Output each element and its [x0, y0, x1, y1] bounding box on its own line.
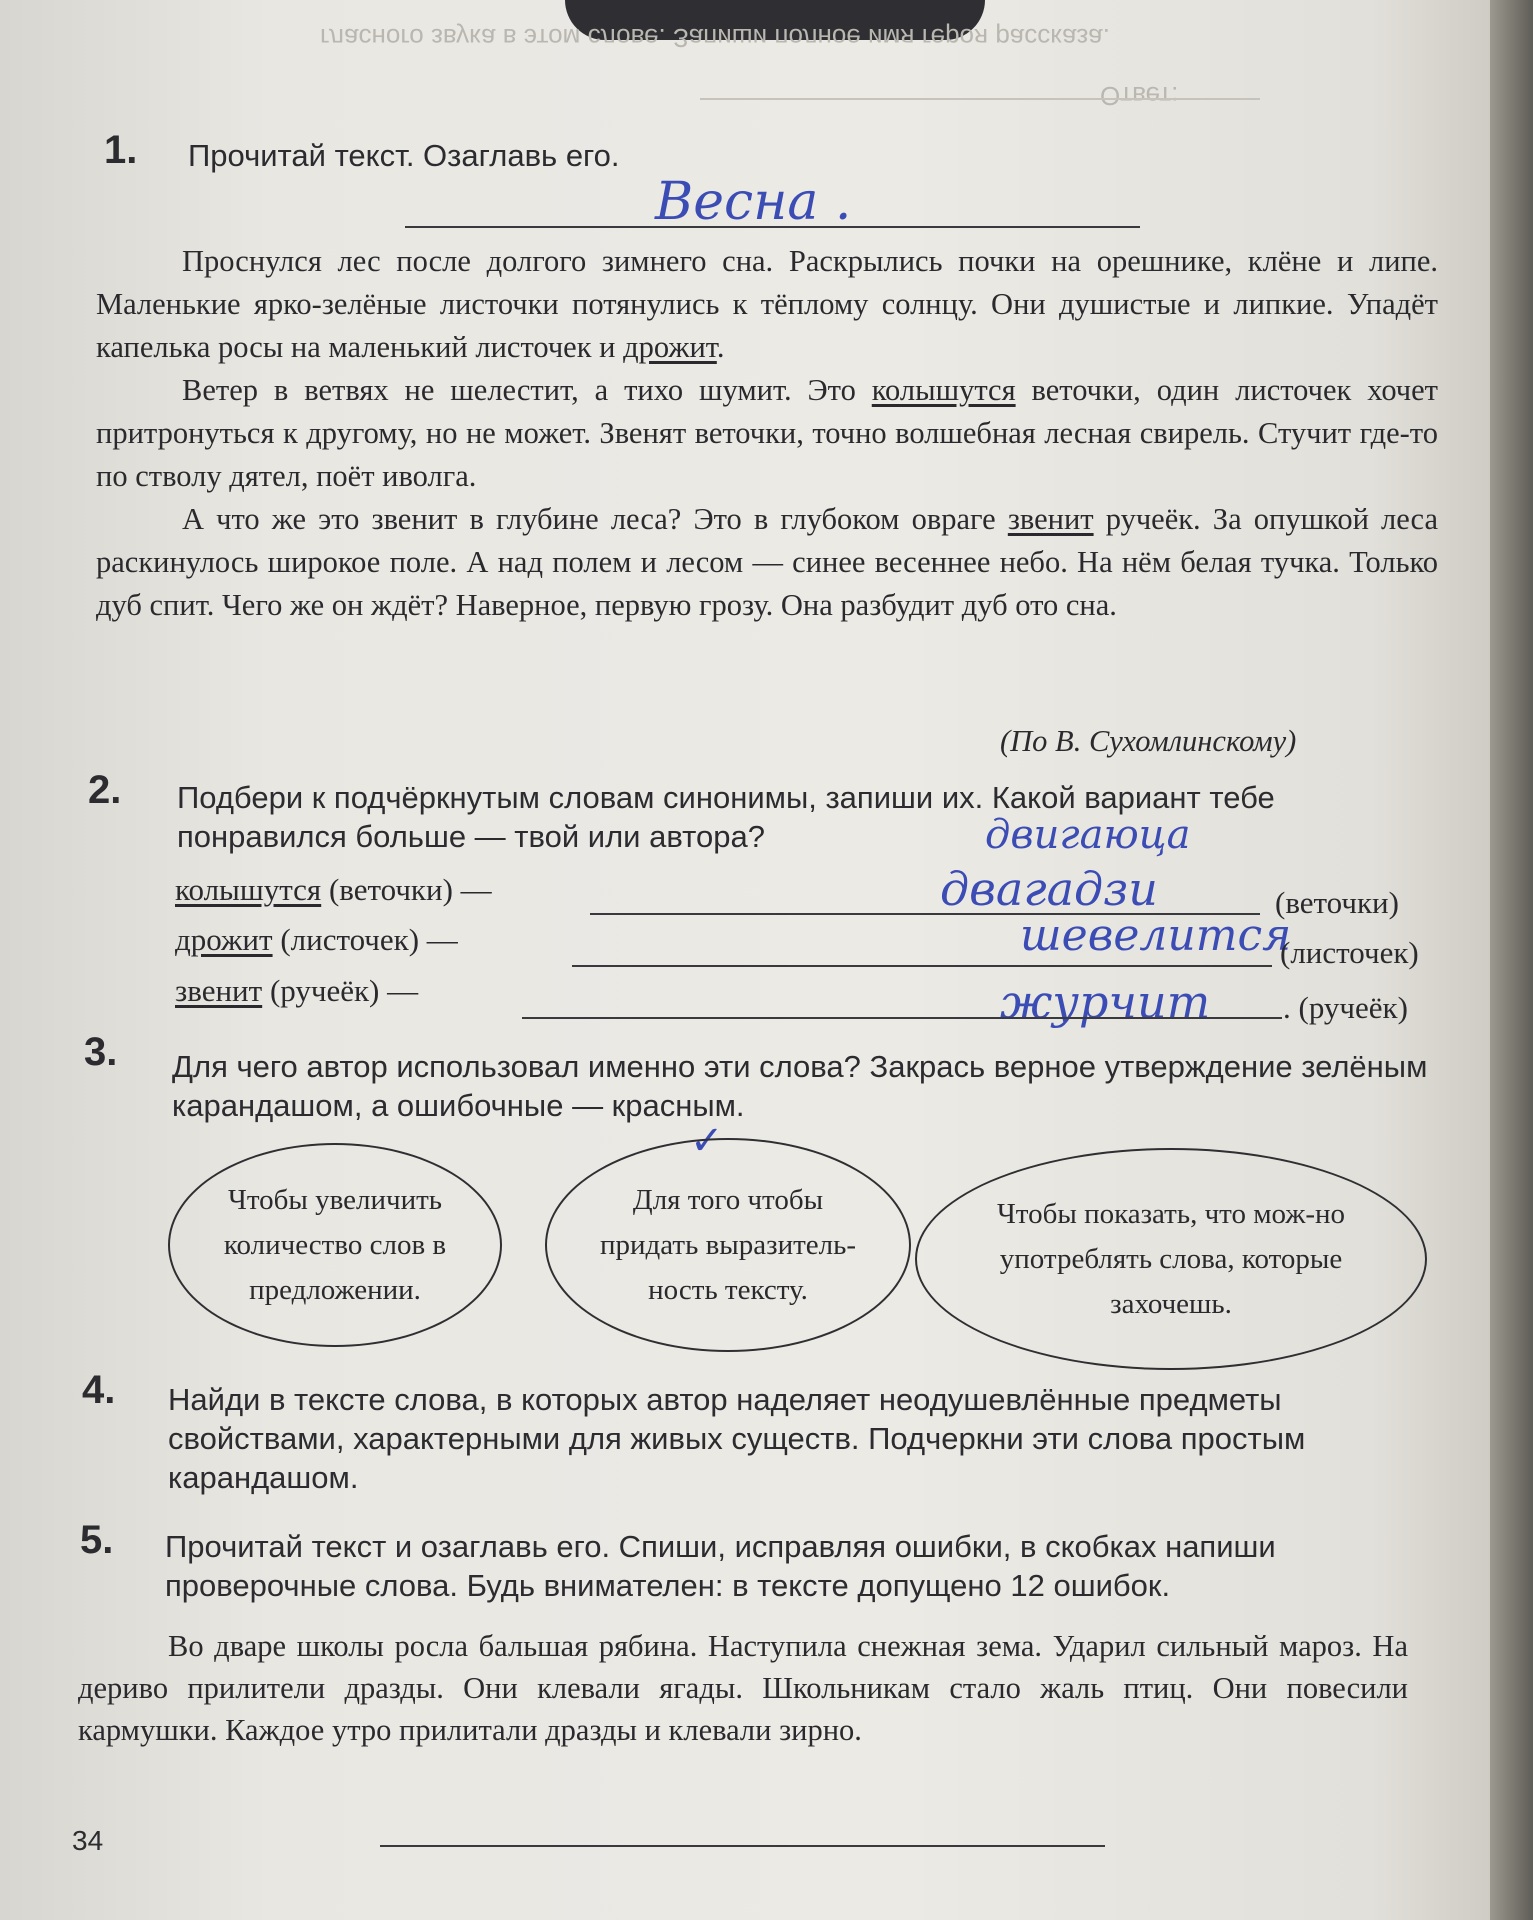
answer-line: [572, 965, 1272, 967]
page-number: 34: [72, 1825, 104, 1856]
handwritten-synonym: шевелится: [1020, 910, 1292, 961]
synonym-tail: . (ручеёк): [1283, 990, 1408, 1025]
page-edge: [1490, 0, 1533, 1920]
task-number: 4.: [82, 1368, 116, 1412]
bleed-through-line: [700, 98, 1260, 100]
synonym-tail: (листочек): [1280, 935, 1419, 970]
task-instruction: Подбери к подчёркнутым словам синонимы, запиши их. Какой вариант тебе понравился больше — твой или автора?: [177, 780, 1275, 854]
task-number: 1.: [104, 128, 138, 172]
task-instruction: Прочитай текст и озаглавь его. Спиши, исправляя ошибки, в скобках напиши проверочные слова. Будь внимателен: в тексте допущено 12 ошибок.: [165, 1529, 1276, 1603]
answer-line: [380, 1845, 1105, 1847]
title-answer-line: [405, 226, 1140, 228]
paragraph-2: Ветер в ветвях не шелестит, а тихо шумит. Это колышутся веточки, один листочек хочет притронуться к другому, но не может. Звенят веточки, точно волшебная лесная свирель. Стучит где-то по стволу дятел, поёт иволга.: [96, 373, 1438, 493]
task-number: 3.: [84, 1030, 118, 1074]
underlined-word: звенит: [1007, 502, 1094, 536]
task-instruction: Для чего автор использовал именно эти слова? Закрась верное утверждение зелёным карандашом, а ошибочные — красным.: [172, 1049, 1428, 1123]
synonym-tail: (веточки): [1275, 885, 1399, 920]
handwritten-synonym: двагадзи: [940, 862, 1158, 916]
underlined-word: колышутся: [871, 373, 1016, 407]
statement-oval[interactable]: Чтобы увеличить количество слов в предложении.: [168, 1143, 502, 1347]
task-number: 5.: [80, 1518, 114, 1562]
text-source: (По В. Сухомлинскому): [1000, 724, 1297, 758]
handwritten-title: Весна .: [655, 172, 852, 232]
handwritten-synonym: журчит: [1000, 975, 1211, 1029]
synonym-row: звенит (ручеёк) —: [175, 973, 419, 1008]
check-mark-icon: ✓: [690, 1118, 724, 1164]
underlined-word: дрожит: [623, 330, 717, 364]
task-instruction: Найди в тексте слова, в которых автор наделяет неодушевлённые предметы свойствами, характерными для живых существ. Подчеркни эти слова простым карандашом.: [168, 1382, 1306, 1495]
paragraph-1: Проснулся лес после долгого зимнего сна. Раскрылись почки на орешнике, клёне и липе. Маленькие ярко-зелёные листочки потянулись к тёплому солнцу. Они душистые и липкие. Упадёт капелька росы на маленький листочек и дрожит.: [96, 244, 1438, 364]
reading-text: [96, 240, 1438, 627]
bleed-through-text: гласного звука в этом слове. Запиши полное имя героя рассказа.: [320, 23, 1110, 53]
synonym-row: дрожит (листочек) —: [175, 922, 458, 957]
paragraph-3: А что же это звенит в глубине леса? Это в глубоком овраге звенит ручеёк. За опушкой леса раскинулось широкое поле. А над полем и лесом — синее весеннее небо. На нём белая тучка. Только дуб спит. Чего же он ждёт? Наверное, первую грозу. Она разбудит дуб ото сна.: [96, 502, 1438, 622]
bleed-through-answer: Ответ:: [1100, 81, 1179, 111]
statement-oval-correct[interactable]: Для того чтобы придать выразитель-ность тексту.: [545, 1138, 911, 1352]
handwritten-synonym-extra: двигаюца: [985, 812, 1191, 858]
synonym-row: колышутся (веточки) —: [175, 872, 492, 907]
answer-line: [522, 1017, 1282, 1019]
task-instruction: Прочитай текст. Озаглавь его.: [188, 138, 620, 173]
task-number: 2.: [88, 768, 122, 812]
statement-oval[interactable]: Чтобы показать, что мож-но употреблять слова, которые захочешь.: [915, 1148, 1427, 1370]
error-text: Во дваре школы росла бальшая рябина. Наступила снежная зема. Ударил сильный мароз. На дериво прилители дразды. Они клевали ягады. Школьникам стало жаль птиц. Они повесили кармушки. Каждое утро прилитали дразды и клевали зирно.: [78, 1629, 1408, 1747]
